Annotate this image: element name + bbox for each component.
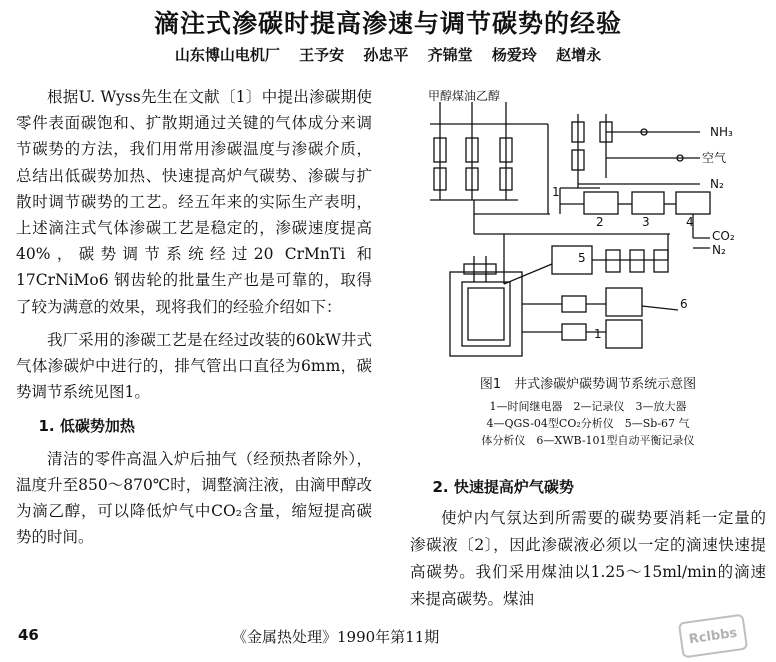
figure-legend-line: 1—时间继电器 2—记录仪 3—放大器: [489, 400, 687, 413]
author-name: 赵增永: [556, 46, 602, 64]
label-n2-bottom: N₂: [712, 243, 726, 257]
author-line: [0, 44, 776, 65]
author-name: 杨爱玲: [491, 46, 537, 64]
intro-paragraph-2: 我厂采用的渗碳工艺是在经过改装的60kW井式气体渗碳炉中进行的，排气管出口直径为6mm，碳势调节系统见图1。: [16, 330, 372, 402]
author-name: 孙忠平: [363, 46, 409, 64]
right-column: [410, 474, 766, 613]
section-1-paragraph: 清洁的零件高温入炉后抽气（经预热者除外），温度升至850～870℃时，调整滴注液，由滴甲醇改为滴乙醇，可以降低炉气中CO₂含量，缩短提高碳势的时间。: [16, 449, 372, 547]
figure-title: 图1 井式渗碳炉碳势调节系统示意图: [479, 377, 697, 392]
label-co2: CO₂: [712, 229, 735, 243]
watermark-stamp: Rclbbs: [678, 614, 748, 659]
label-nh3: NH₃: [710, 125, 733, 139]
article-title: 滴注式渗碳时提高渗速与调节碳势的经验: [153, 9, 622, 38]
label-1b: 1: [594, 327, 602, 341]
page-number: 46: [18, 626, 39, 644]
intro-paragraph: 根据U. Wyss先生在文献〔1〕中提出渗碳期使零件表面碳饱和、扩散期通过关键的气体成分来调节碳势的方法，我们用常用渗碳温度与渗碳介质，总结出低碳势加热、快速提高炉气碳势、渗碳与扩散时调节碳势的工艺。经五年来的实际生产表明，上述滴注式气体渗碳工艺是稳定的，渗碳速度提高40%，碳势调节系统经过20 CrMnTi 和17CrNiMo6 钢齿轮的批量生产也是可靠的，取得了较为满意的效果，现将我们的经验介绍如下：: [16, 88, 372, 316]
label-liquids: 甲醇煤油乙醇: [428, 89, 501, 103]
label-2: 2: [596, 215, 604, 229]
affiliation: 山东博山电机厂: [174, 46, 280, 64]
section-2-heading: 2. 快速提高炉气碳势: [432, 478, 574, 496]
section-2-paragraph: 使炉内气氛达到所需要的碳势要消耗一定量的渗碳液〔2〕，因此渗碳液必须以一定的滴速快速提高碳势。我们采用煤油以1.25～15ml/min的滴速来提高碳势。煤油: [410, 509, 766, 608]
label-air: 空气: [702, 151, 727, 165]
label-n2: N₂: [710, 177, 724, 191]
label-3: 3: [642, 215, 650, 229]
label-5: 5: [578, 251, 586, 265]
section-1-heading: 1. 低碳势加热: [38, 417, 135, 436]
label-1: 1: [552, 185, 560, 199]
figure-legend-line: 体分析仪 6—XWB-101型自动平衡记录仪: [481, 434, 695, 447]
label-6: 6: [680, 297, 688, 311]
author-name: 齐锦堂: [427, 46, 473, 64]
left-column: [16, 84, 372, 550]
figure-legend-line: 4—QGS-04型CO₂分析仪 5—Sb-67 气: [486, 417, 690, 430]
label-4: 4: [686, 215, 694, 229]
journal-citation: 《金属热处理》1990年第11期: [232, 628, 440, 646]
author-name: 王予安: [299, 46, 345, 64]
figure-1-diagram: [410, 88, 766, 372]
figure-caption: [410, 374, 766, 449]
